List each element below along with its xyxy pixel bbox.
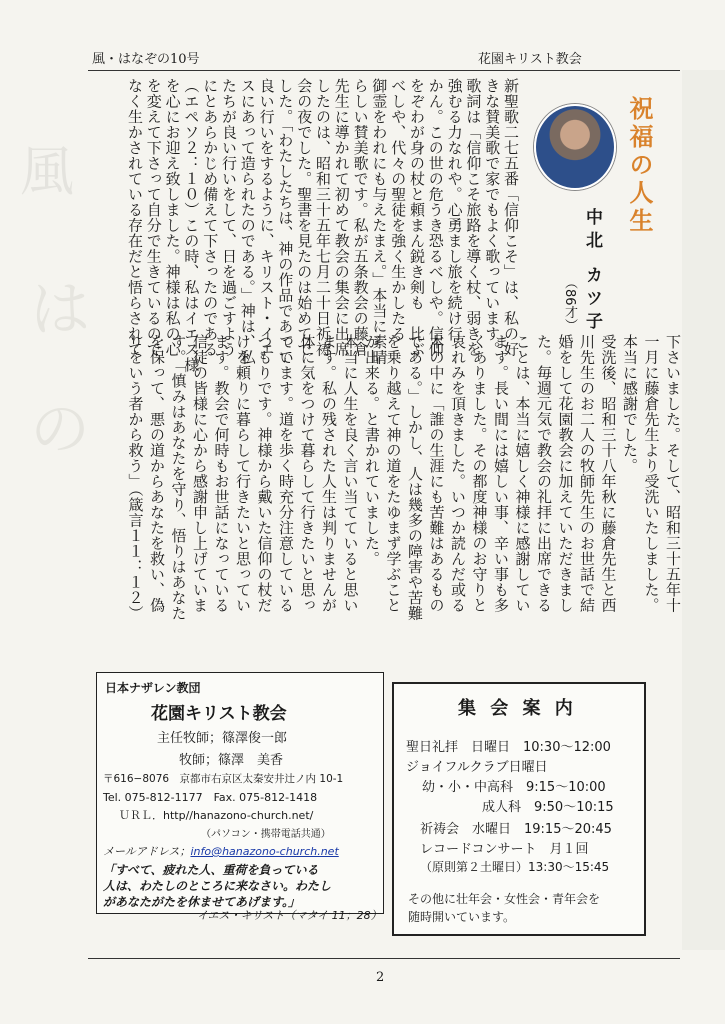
top-divider bbox=[88, 70, 680, 71]
body-column: ています。道を歩く時充分注意している bbox=[277, 334, 295, 613]
body-column: べしや、代々の聖徒を強く生かしたる bbox=[389, 78, 408, 342]
body-column: ことは、本当に嬉しく神様に感謝してい bbox=[513, 334, 532, 613]
meeting-row-joyful: ジョイフルクラブ日曜日 bbox=[406, 760, 548, 775]
body-column: 強むる力なれや。心勇まし旅を続け行 bbox=[445, 78, 464, 342]
meeting-title: 集 会 案 内 bbox=[458, 698, 577, 719]
svg-text:の: の bbox=[30, 395, 88, 465]
bottom-divider bbox=[88, 958, 680, 959]
body-column: を保って、悪の道からあなたを救い、偽 bbox=[148, 334, 166, 613]
body-column: した。「わたしたちは、神の作品であって bbox=[276, 78, 295, 365]
meeting-row-concert: レコードコンサート 月１回 bbox=[420, 842, 589, 857]
body-column: ます。私の残された人生は判りませんが bbox=[320, 334, 338, 613]
left-bleed-through-decoration bbox=[0, 70, 88, 950]
body-column: 信徒の皆様に心から感謝申し上げていま bbox=[191, 334, 209, 613]
church-header: 花園キリスト教会 bbox=[478, 52, 582, 67]
svg-text:は: は bbox=[30, 275, 88, 345]
body-column: 新聖歌二七五番「信仰こそ」は、私の好 bbox=[502, 78, 520, 357]
body-column: ます。教会で何時もお世話になっている bbox=[212, 334, 231, 613]
phone-fax: Tel. 075-812-1177 Fax. 075-812-1418 bbox=[103, 791, 318, 804]
body-column: 良い行いをするように、キリスト・イエ bbox=[257, 78, 276, 357]
body-column: 受洗後、昭和三十八年秋に藤倉先生と西 bbox=[599, 334, 618, 613]
meeting-row-children: 幼・小・中高科 9:15～10:00 bbox=[422, 780, 606, 795]
body-column: くありました。その都度神様のお守りと bbox=[470, 334, 489, 613]
body-column: である。」しかし、人は幾多の障害や苦難 bbox=[406, 334, 424, 621]
body-column: 哀れみを頂きました。いつか読んだ或る bbox=[449, 334, 467, 613]
body-column: りをいう者から救う」（箴言１１：１２） bbox=[126, 334, 145, 621]
verse-line-2: 人は、わたしのところに来なさい。わたし bbox=[103, 879, 332, 893]
address: 〒616−8076 京都市右京区太秦安井辻ノ内 10-1 bbox=[103, 773, 344, 785]
feature-title: 祝福の人生 bbox=[625, 96, 653, 236]
body-column: 下さいました。そして、昭和三十五年十 bbox=[664, 334, 682, 613]
body-column: を心にお迎え致しました。神様は私の心 bbox=[163, 78, 182, 357]
meeting-note-2: 随時開いています。 bbox=[408, 910, 516, 924]
body-column: 御霊をわれにも与えたまえ。」本当に素晴 bbox=[370, 78, 389, 365]
body-column: 川先生のお二人の牧師先生のお世話で結 bbox=[578, 334, 596, 613]
body-column: 本の中に「誰の生涯にも苦難はあるもの bbox=[427, 334, 446, 613]
body-column: が出来る。と書かれていました。 bbox=[363, 334, 381, 567]
website-url[interactable]: ＵＲＬ．http//hanazono-church.net/ bbox=[119, 809, 314, 822]
body-column: をぞわが身の杖と頼まん鋭き剣も 比ぶ bbox=[408, 78, 426, 357]
body-column: なく生かされている存在だと悟らされて bbox=[126, 78, 144, 357]
body-column: 先生に導かれて初めて教会の集会に出席 bbox=[332, 78, 351, 357]
author-name: 中北 カツ子 bbox=[582, 208, 602, 335]
svg-text:風: 風 bbox=[20, 140, 74, 203]
body-column: らしい賛美歌です。私が五条教会の藤倉 bbox=[351, 78, 370, 357]
email-link[interactable]: info@hanazono-church.net bbox=[190, 845, 339, 858]
meeting-row-prayer: 祈祷会 水曜日 19:15～20:45 bbox=[420, 822, 612, 837]
pastor: 牧師；篠澤 美香 bbox=[179, 753, 284, 768]
mail-label: メールアドレス； bbox=[103, 845, 191, 858]
right-bleed-through-decoration bbox=[682, 70, 725, 950]
author-age: （86才） bbox=[562, 276, 577, 332]
body-column: を変えて下さって自分で生きているので bbox=[144, 78, 163, 357]
body-column: たちが良い行いをして、日を過ごすよう bbox=[220, 78, 238, 357]
verse-reference: イエス・キリスト（マタイ 11；28） bbox=[197, 909, 382, 922]
body-column: 一月に藤倉先生より受洗いたしました。 bbox=[642, 334, 661, 613]
body-column: す。「慎みはあなたを守り、悟りはあなた bbox=[169, 334, 188, 621]
church-info-box bbox=[96, 672, 384, 922]
portrait-photo bbox=[534, 104, 616, 190]
body-column: た。毎週元気で教会の礼拝に出席できる bbox=[535, 334, 553, 613]
meeting-row-adult: 成人科 9:50～10:15 bbox=[482, 800, 614, 815]
verse-line-3: があなたがたを休ませてあげます。」 bbox=[103, 895, 301, 909]
church-name: 花園キリスト教会 bbox=[151, 704, 287, 724]
body-column: きな賛美歌で家でもよく歌っています。 bbox=[483, 78, 502, 357]
verse-line-1: 「すべて、疲れた人、重荷を負っている bbox=[103, 863, 319, 877]
meeting-info-box bbox=[392, 682, 646, 936]
body-column: つもりです。神様から戴いた信仰の杖だ bbox=[255, 334, 274, 613]
body-column: けを頼りに暮らして行きたいと思ってい bbox=[234, 334, 252, 613]
body-column: 会の夜でした。聖書を見たのは始めてで bbox=[295, 78, 314, 357]
body-column: 本当に感謝でした。 bbox=[621, 334, 639, 474]
body-column: 婚をして花園教会に加えていただきまし bbox=[556, 334, 575, 613]
meeting-note-1: その他に壮年会・女性会・青年会を bbox=[408, 892, 601, 906]
meeting-row-concert-time: （原則第２土曜日）13:30～15:45 bbox=[420, 860, 610, 874]
body-column: 歌詞は「信仰こそ旅路を導く杖、弱きを bbox=[464, 78, 483, 357]
body-column: スにあって造られたのである。」神は、私 bbox=[238, 78, 257, 365]
body-column: にとあらかじめ備えて下さったのである bbox=[201, 78, 220, 357]
body-column: ます。長い間には嬉しい事、辛い事も多 bbox=[492, 334, 510, 613]
body-column: 本当に人生を良く言い当てていると思い bbox=[341, 334, 360, 613]
page-number: 2 bbox=[376, 970, 385, 985]
body-column: かん。この世の危うき恐るべしや。信仰 bbox=[426, 78, 445, 357]
denomination: 日本ナザレン教団 bbox=[105, 681, 201, 695]
issue-title: 風・はなぞの10号 bbox=[92, 52, 200, 67]
body-column: 体に気をつけて暮らして行きたいと思っ bbox=[298, 334, 317, 613]
body-column: を乗り越えて神の道をたゆまず学ぶこと bbox=[384, 334, 403, 613]
senior-pastor: 主任牧師；篠澤俊一郎 bbox=[157, 731, 288, 746]
body-column: （エペソ２：１０）この時、私はイエス様 bbox=[182, 78, 201, 373]
body-column: したのは、昭和三十五年七月二十日祈祷 bbox=[314, 78, 332, 357]
url-note: （パソコン・携帯電話共通） bbox=[201, 829, 331, 840]
meeting-row-worship: 聖日礼拝 日曜日 10:30～12:00 bbox=[406, 740, 611, 755]
